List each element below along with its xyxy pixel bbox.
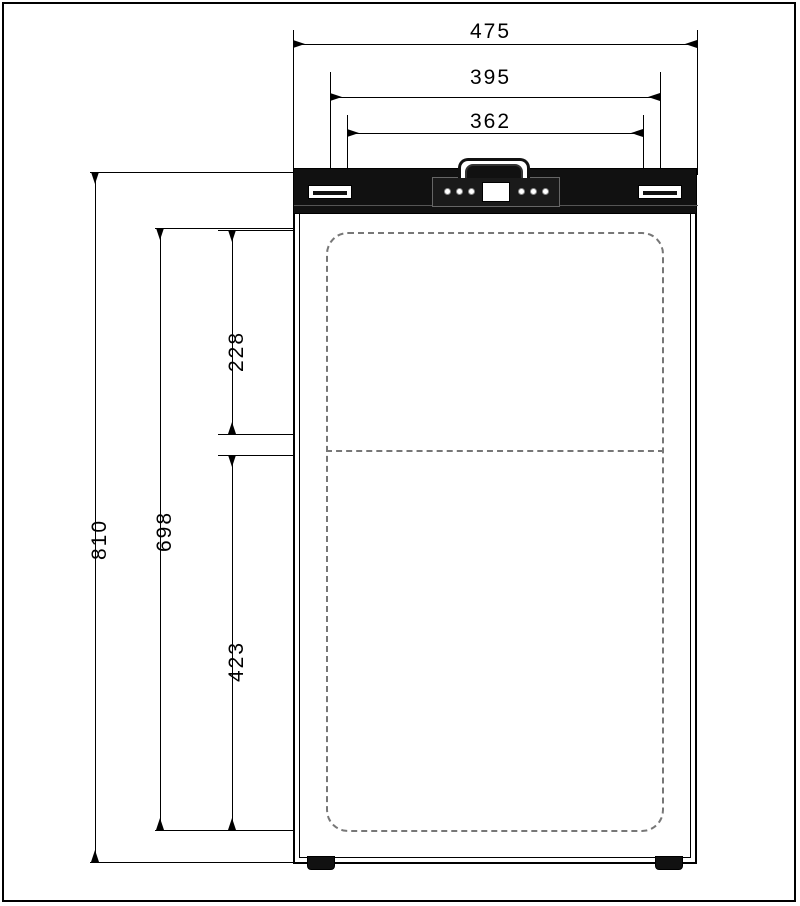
panel-button-5[interactable] — [530, 188, 537, 195]
panel-button-3[interactable] — [468, 188, 475, 195]
ext-line-475-right — [697, 30, 698, 175]
ext-line-bottom-overall — [90, 862, 295, 863]
panel-button-6[interactable] — [542, 188, 549, 195]
dim-label-362: 362 — [470, 110, 512, 133]
dim-label-810: 810 — [88, 518, 111, 560]
refrigerator-front-view — [293, 168, 697, 864]
hinge-left-slot — [313, 191, 347, 195]
dim-label-423: 423 — [225, 640, 248, 682]
dim-label-395: 395 — [470, 66, 512, 89]
temperature-display — [482, 182, 510, 202]
arrowhead-810-top — [91, 172, 99, 184]
foot-right — [655, 856, 683, 870]
panel-button-4[interactable] — [518, 188, 525, 195]
arrowhead-228-top — [228, 230, 236, 242]
arrowhead-362-right — [631, 129, 643, 137]
arrowhead-698-top — [156, 228, 164, 240]
arrowhead-475-right — [685, 40, 697, 48]
dim-label-228: 228 — [225, 330, 248, 372]
dim-line-395 — [330, 97, 660, 98]
dim-label-698: 698 — [153, 510, 176, 552]
arrowhead-810-bottom — [91, 850, 99, 862]
ext-line-475-left — [293, 30, 294, 175]
dim-line-810 — [95, 172, 96, 862]
arrowhead-395-left — [330, 93, 342, 101]
dim-line-475 — [293, 44, 697, 45]
arrowhead-228-bottom — [228, 422, 236, 434]
compartment-divider-dashed — [326, 450, 664, 452]
hinge-right-slot — [643, 191, 677, 195]
ext-line-395-left — [330, 72, 331, 182]
arrowhead-475-left — [293, 40, 305, 48]
arrowhead-423-top — [228, 455, 236, 467]
ext-line-395-right — [660, 72, 661, 182]
arrowhead-698-bottom — [156, 818, 164, 830]
ext-line-top-overall — [90, 172, 295, 173]
door-handle-inner — [465, 164, 523, 178]
arrowhead-423-bottom — [228, 818, 236, 830]
door-inner-dashed-outline — [326, 232, 664, 832]
foot-left — [307, 856, 335, 870]
arrowhead-362-left — [347, 129, 359, 137]
dim-label-475: 475 — [470, 20, 512, 43]
hinge-left — [308, 185, 352, 199]
arrowhead-395-right — [648, 93, 660, 101]
panel-button-1[interactable] — [444, 188, 451, 195]
hinge-right — [638, 185, 682, 199]
panel-button-2[interactable] — [456, 188, 463, 195]
